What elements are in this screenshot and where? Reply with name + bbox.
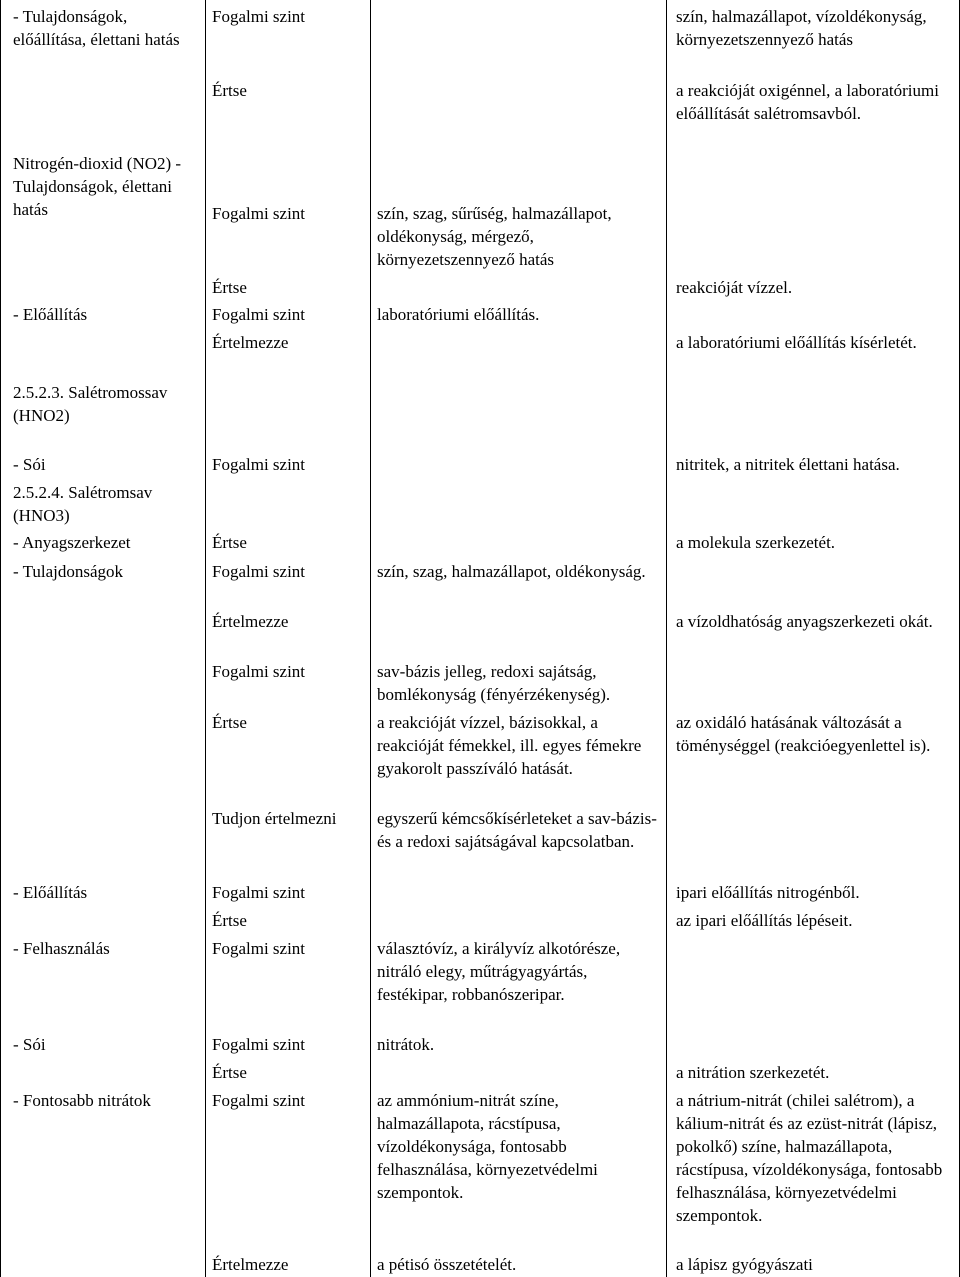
table-cell-level: Fogalmi szint <box>212 1091 306 1110</box>
table-cell-level: Fogalmi szint <box>212 662 306 681</box>
table-cell-basic: laboratóriumi előállítás. <box>377 305 540 324</box>
table-cell-level: Értse <box>212 713 247 732</box>
table-cell-level: Értelmezze <box>212 333 289 352</box>
table-cell-level: Értse <box>212 533 247 552</box>
table-cell-advanced: szín, halmazállapot, vízoldékonyság, környezetszennyező hatás <box>676 7 927 49</box>
table-cell-topic: - Tulajdonságok, előállítása, élettani hatás <box>13 7 180 49</box>
section-heading: 2.5.2.4. Salétromsav (HNO3) <box>13 483 153 525</box>
table-cell-basic: választóvíz, a királyvíz alkotórésze, nitráló elegy, műtrágyagyártás, festékipar, robbanószeripar. <box>377 939 621 1004</box>
table-cell-level: Fogalmi szint <box>212 305 306 324</box>
table-cell-level: Fogalmi szint <box>212 455 306 474</box>
table-cell-level: Fogalmi szint <box>212 7 306 26</box>
table-cell-topic: - Előállítás <box>13 883 88 902</box>
table-cell-topic: - Anyagszerkezet <box>13 533 131 552</box>
section-heading: 2.5.2.3. Salétromossav (HNO2) <box>13 383 168 425</box>
table-cell-level: Értelmezze <box>212 1255 289 1274</box>
table-cell-basic: a pétisó összetételét. <box>377 1255 517 1274</box>
table-cell-level: Értse <box>212 911 247 930</box>
table-cell-basic: egyszerű kémcsőkísérleteket a sav-bázis- és a redoxi sajátságával kapcsolatban. <box>377 809 657 851</box>
table-cell-level: Értse <box>212 1063 247 1082</box>
table-cell-topic: - Fontosabb nitrátok <box>13 1091 151 1110</box>
table-cell-advanced: a reakcióját oxigénnel, a laboratóriumi előállítását salétromsavból. <box>676 81 939 123</box>
table-cell-advanced: a nitrátion szerkezetét. <box>676 1063 830 1082</box>
table-cell-level: Értelmezze <box>212 612 289 631</box>
table-cell-basic: a reakcióját vízzel, bázisokkal, a reakcióját fémekkel, ill. egyes fémekre gyakorolt passzíváló hatását. <box>377 713 642 778</box>
table-cell-advanced: a nátrium-nitrát (chilei salétrom), a kálium-nitrát és az ezüst-nitrát (lápisz, pokolkő) színe, halmazállapota, rácstípusa, vízoldékonysága, fontosabb felhasználása, környezetvédelmi szempontok. <box>676 1091 943 1225</box>
table-cell-level: Fogalmi szint <box>212 562 306 581</box>
table-cell-advanced: a laboratóriumi előállítás kísérletét. <box>676 333 917 352</box>
table-cell-advanced: reakcióját vízzel. <box>676 278 793 297</box>
column-divider <box>205 0 206 1277</box>
table-cell-topic: - Előállítás <box>13 305 88 324</box>
table-cell-advanced: nitritek, a nitritek élettani hatása. <box>676 455 900 474</box>
column-divider <box>666 0 667 1277</box>
column-divider <box>370 0 371 1277</box>
table-cell-basic: az ammónium-nitrát színe, halmazállapota, rácstípusa, vízoldékonysága, fontosabb felhasználása, környezetvédelmi szempontok. <box>377 1091 598 1202</box>
table-cell-level: Értse <box>212 81 247 100</box>
table-cell-level: Tudjon értelmezni <box>212 809 337 828</box>
table-cell-advanced: a molekula szerkezetét. <box>676 533 836 552</box>
table-cell-basic: szín, szag, sűrűség, halmazállapot, oldékonyság, mérgező, környezetszennyező hatás <box>377 204 612 269</box>
column-divider <box>0 0 1 1277</box>
table-cell-topic: Nitrogén-dioxid (NO2) - Tulajdonságok, élettani hatás <box>13 154 182 219</box>
table-cell-advanced: a lápisz gyógyászati <box>676 1255 813 1274</box>
table-cell-basic: nitrátok. <box>377 1035 435 1054</box>
table-cell-topic: - Tulajdonságok <box>13 562 124 581</box>
table-cell-basic: szín, szag, halmazállapot, oldékonyság. <box>377 562 646 581</box>
table-cell-advanced: az ipari előállítás lépéseit. <box>676 911 853 930</box>
table-cell-advanced: a vízoldhatóság anyagszerkezeti okát. <box>676 612 933 631</box>
table-cell-level: Fogalmi szint <box>212 1035 306 1054</box>
table-cell-level: Fogalmi szint <box>212 204 306 223</box>
table-cell-topic: - Sói <box>13 1035 46 1054</box>
table-cell-topic: - Sói <box>13 455 46 474</box>
table-cell-level: Fogalmi szint <box>212 883 306 902</box>
table-cell-advanced: ipari előállítás nitrogénből. <box>676 883 860 902</box>
table-cell-topic: - Felhasználás <box>13 939 110 958</box>
table-cell-level: Értse <box>212 278 247 297</box>
table-cell-basic: sav-bázis jelleg, redoxi sajátság, bomlékonyság (fényérzékenység). <box>377 662 611 704</box>
table-cell-level: Fogalmi szint <box>212 939 306 958</box>
table-cell-advanced: az oxidáló hatásának változását a töménységgel (reakcióegyenlettel is). <box>676 713 931 755</box>
